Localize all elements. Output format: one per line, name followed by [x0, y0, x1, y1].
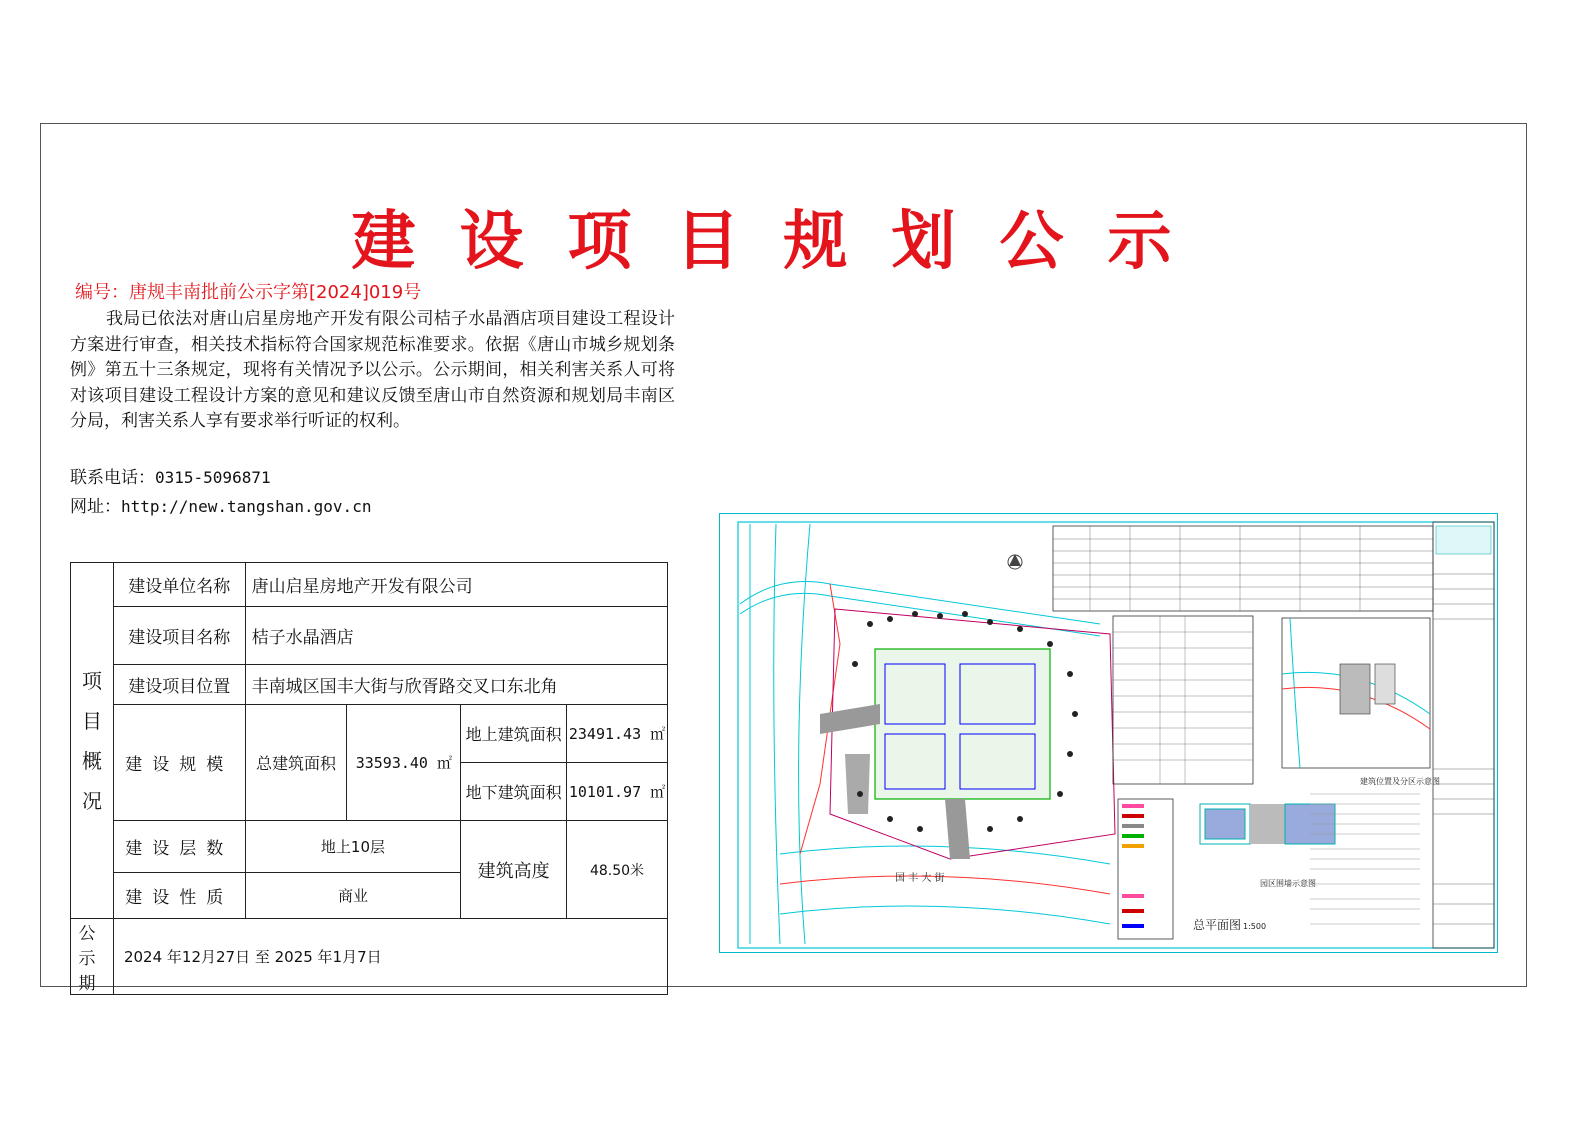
site-plan-svg — [720, 514, 1497, 952]
period-label: 公示期 — [71, 919, 114, 995]
above-area-label: 地上建筑面积 — [461, 705, 567, 763]
url-label: 网址： — [70, 497, 121, 517]
builder-label: 建设单位名称 — [113, 563, 245, 607]
height-value: 48.50米 — [567, 821, 668, 919]
road-label: 国 丰 大 街 — [895, 873, 945, 884]
site-plan-drawing — [719, 513, 1498, 953]
floors-value: 地上10层 — [245, 821, 461, 873]
wall-diagram-title: 园区围墙示意图 — [1260, 879, 1316, 888]
above-area-value: 23491.43 ㎡ — [567, 705, 668, 763]
nature-label: 建设性质 — [113, 873, 245, 919]
total-area-value: 33593.40 ㎡ — [347, 705, 461, 821]
notice-title: 建设项目规划公示 — [351, 204, 1216, 279]
location-label: 建设项目位置 — [113, 665, 245, 705]
period-value: 2024 年12月27日 至 2025 年1月7日 — [113, 919, 667, 995]
below-area-value: 10101.97 ㎡ — [567, 763, 668, 821]
height-label: 建筑高度 — [461, 821, 567, 919]
project-summary-table — [70, 562, 668, 995]
document-number: 编号：唐规丰南批前公示字第[2024]019号 — [75, 282, 422, 303]
phone-label: 联系电话： — [70, 468, 155, 488]
nature-value: 商业 — [245, 873, 461, 919]
below-area-label: 地下建筑面积 — [461, 763, 567, 821]
total-area-label: 总建筑面积 — [245, 705, 347, 821]
contact-url — [70, 492, 371, 517]
plan-scale: 1:500 — [1243, 922, 1267, 931]
contact-phone — [70, 463, 271, 488]
project-name-label: 建设项目名称 — [113, 607, 245, 665]
builder-value: 唐山启星房地产开发有限公司 — [245, 563, 667, 607]
scale-label: 建设规模 — [113, 705, 245, 821]
floors-label: 建设层数 — [113, 821, 245, 873]
plan-title: 总平面图 — [1193, 918, 1242, 932]
section-label: 项目概况 — [71, 563, 114, 919]
location-value: 丰南城区国丰大街与欣胥路交叉口东北角 — [245, 665, 667, 705]
phone-value: 0315-5096871 — [155, 468, 271, 487]
project-name-value: 桔子水晶酒店 — [245, 607, 667, 665]
notice-body: 我局已依法对唐山启星房地产开发有限公司桔子水晶酒店项目建设工程设计方案进行审查，相关技术指标符合国家规范标准要求。依据《唐山市城乡规划条例》第五十三条规定，现将有关情况予以公示。公示期间，相关利害关系人可将对该项目建设工程设计方案的意见和建议反馈至唐山市自然资源和规划局丰南区分局，利害关系人享有要求举行听证的权利。 — [70, 309, 675, 431]
location-map-title: 建筑位置及分区示意图 — [1360, 777, 1440, 786]
url-value[interactable]: http://new.tangshan.gov.cn — [121, 497, 372, 516]
